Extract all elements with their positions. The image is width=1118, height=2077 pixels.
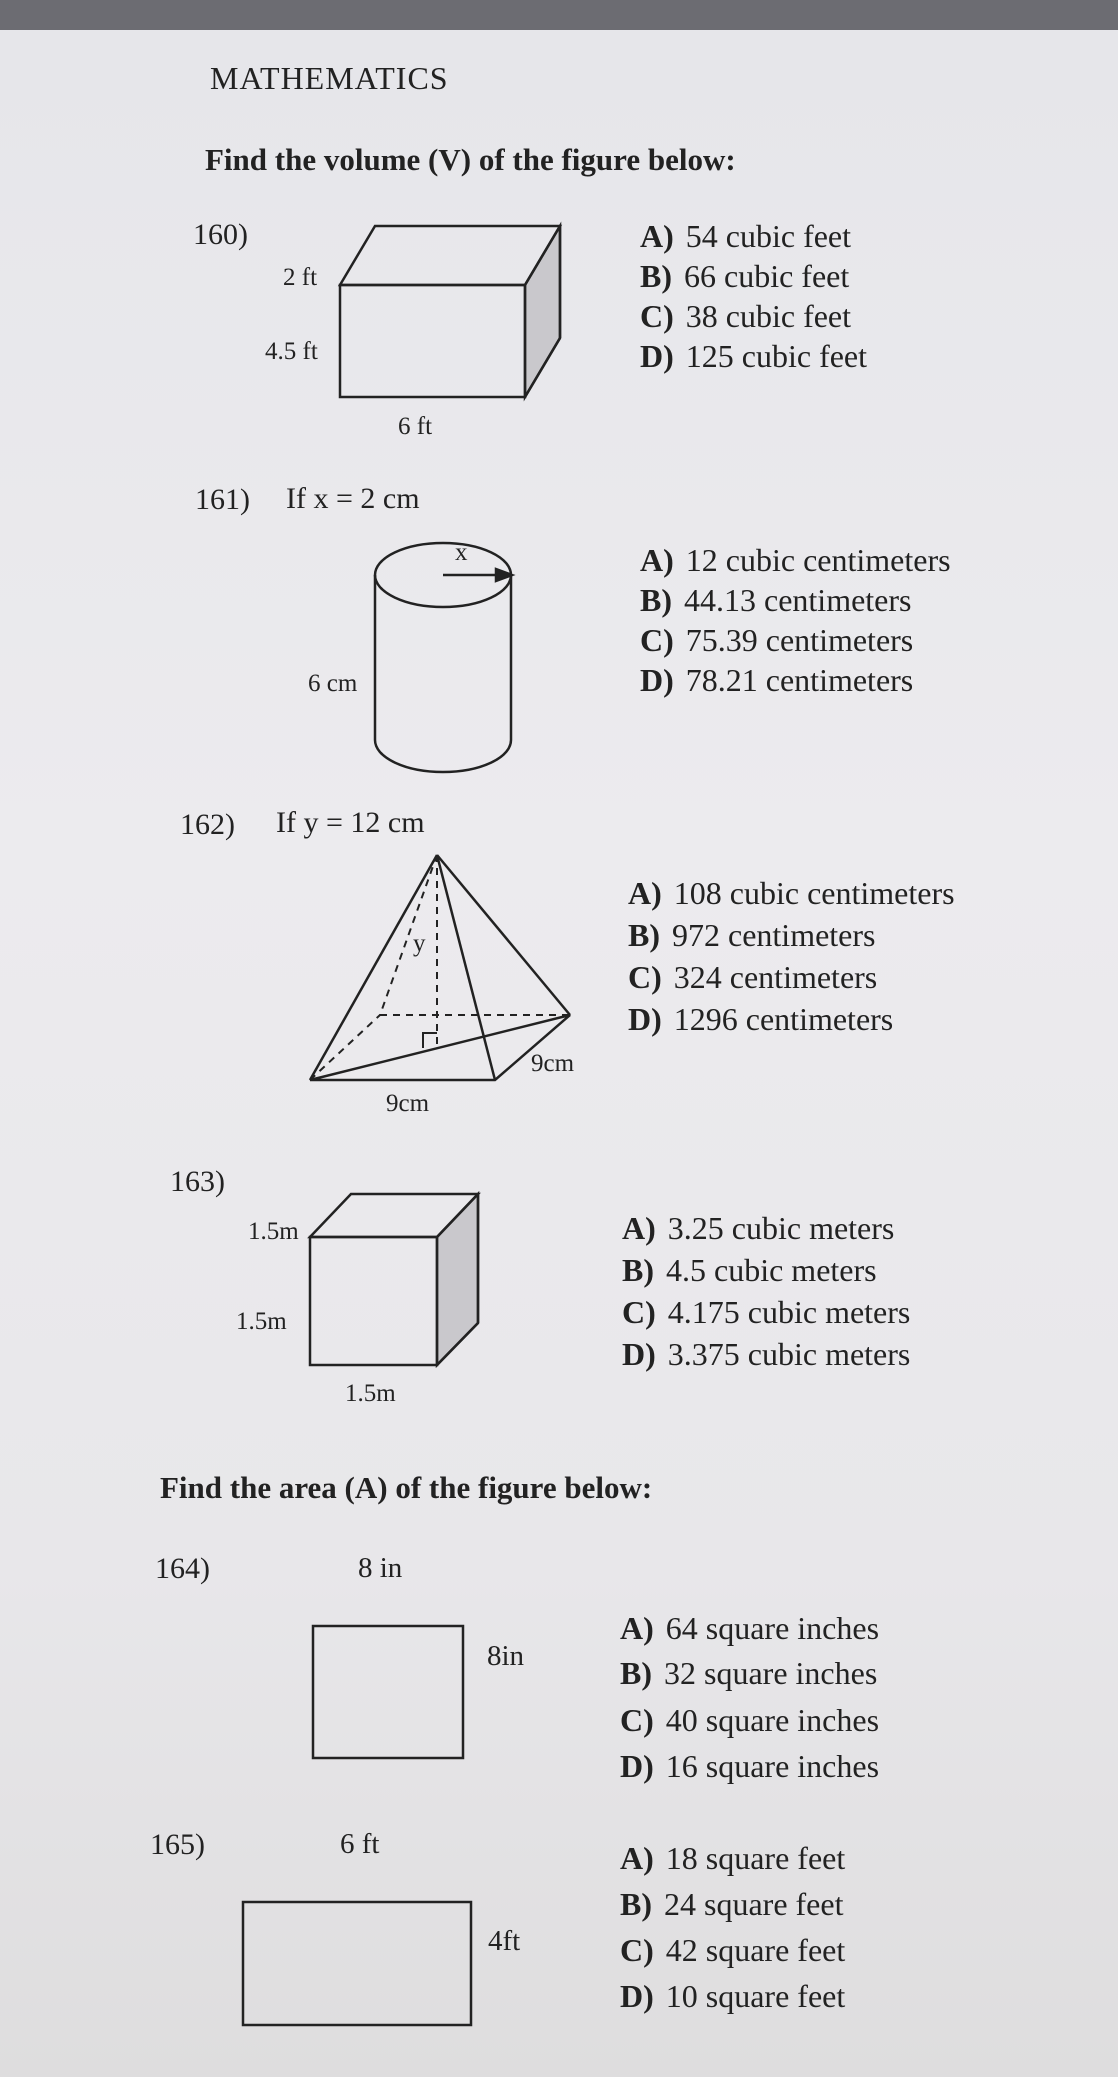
question-number: 161) [195, 483, 250, 516]
option-a: A) 18 square feet [620, 1840, 846, 1876]
option-c: C) 42 square feet [620, 1932, 846, 1968]
side-label: 8in [487, 1640, 525, 1672]
volume-heading: Find the volume (V) of the figure below: [205, 142, 736, 177]
option-b: B) 66 cubic feet [640, 258, 850, 294]
condition-text: If x = 2 cm [286, 482, 420, 515]
width-label: 6 ft [398, 413, 433, 440]
radius-label: x [455, 539, 468, 566]
worksheet-page [0, 30, 1118, 2077]
option-d: D) 78.21 centimeters [640, 662, 914, 698]
option-c: C) 38 cubic feet [640, 298, 852, 334]
option-a: A) 54 cubic feet [640, 218, 852, 254]
question-number: 160) [193, 218, 248, 251]
area-heading: Find the area (A) of the figure below: [160, 1470, 653, 1505]
question-number: 164) [155, 1552, 210, 1585]
option-b: B) 32 square inches [620, 1655, 878, 1691]
height-label: 4.5 ft [265, 338, 318, 365]
condition-text: If y = 12 cm [276, 806, 425, 839]
rectangle-figure [0, 30, 1, 31]
option-d: D) 3.375 cubic meters [622, 1336, 911, 1372]
option-a: A) 12 cubic centimeters [640, 542, 951, 578]
option-b: B) 24 square feet [620, 1886, 844, 1922]
side-label: 9cm [531, 1050, 575, 1077]
option-c: C) 4.175 cubic meters [622, 1294, 911, 1330]
option-c: C) 324 centimeters [628, 959, 878, 995]
top-label: 8 in [358, 1552, 403, 1584]
question-number: 162) [180, 808, 235, 841]
option-b: B) 972 centimeters [628, 917, 876, 953]
option-d: D) 16 square inches [620, 1748, 880, 1784]
top-label: 6 ft [340, 1828, 380, 1860]
option-c: C) 75.39 centimeters [640, 622, 914, 658]
option-b: B) 44.13 centimeters [640, 582, 912, 618]
depth-label: 1.5m [248, 1218, 299, 1245]
option-a: A) 64 square inches [620, 1610, 880, 1646]
option-b: B) 4.5 cubic meters [622, 1252, 877, 1288]
base-label: 9cm [386, 1090, 430, 1117]
option-d: D) 10 square feet [620, 1978, 846, 2014]
option-d: D) 125 cubic feet [640, 338, 868, 374]
question-number: 165) [150, 1828, 205, 1861]
width-label: 1.5m [345, 1380, 396, 1407]
height-label: 6 cm [308, 670, 358, 697]
side-label: 4ft [488, 1925, 521, 1957]
option-a: A) 108 cubic centimeters [628, 875, 955, 911]
depth-label: 2 ft [283, 264, 318, 291]
option-c: C) 40 square inches [620, 1702, 880, 1738]
question-number: 163) [170, 1165, 225, 1198]
option-d: D) 1296 centimeters [628, 1001, 894, 1037]
option-a: A) 3.25 cubic meters [622, 1210, 895, 1246]
subject-title: MATHEMATICS [210, 60, 449, 96]
height-label: 1.5m [236, 1308, 287, 1335]
height-label: y [413, 930, 426, 957]
page-top-edge [0, 0, 1118, 30]
